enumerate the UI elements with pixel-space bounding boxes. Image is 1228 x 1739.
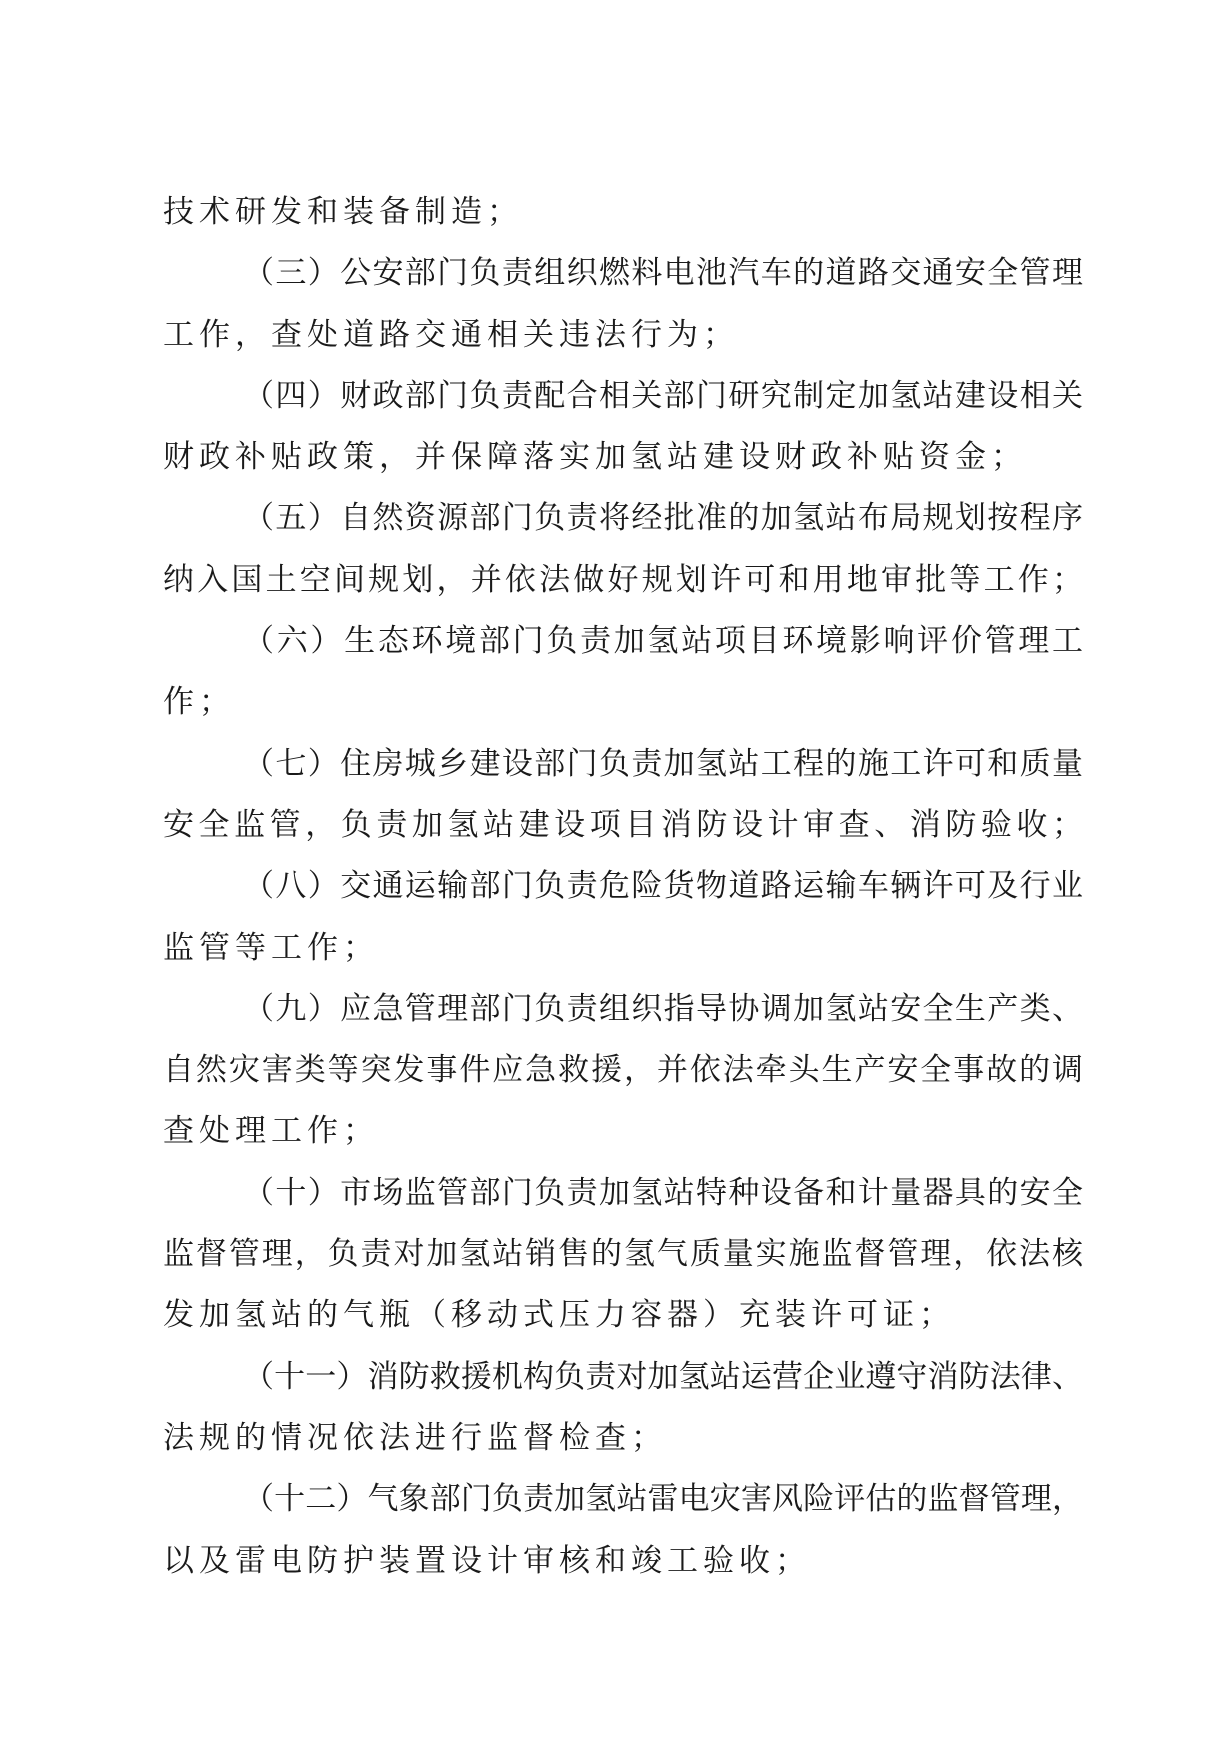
text-line: 安全监管，负责加氢站建设项目消防设计审查、消防验收； [163,806,1083,843]
text-line: 以及雷电防护装置设计审核和竣工验收； [163,1542,811,1579]
text-line: 纳入国土空间规划，并依法做好规划许可和用地审批等工作； [163,561,1083,598]
text-line: （三）公安部门负责组织燃料电池汽车的道路交通安全管理 [243,255,1083,292]
text-line: （九）应急管理部门负责组织指导协调加氢站安全生产类、 [243,990,1083,1027]
text-line: 自然灾害类等突发事件应急救援，并依法牵头生产安全事故的调 [163,1052,1083,1089]
text-line: 发加氢站的气瓶（移动式压力容器）充装许可证； [163,1297,955,1334]
text-line: 技术研发和装备制造； [163,194,523,230]
text-line: 工作，查处道路交通相关违法行为； [163,316,739,353]
text-line: （八）交通运输部门负责危险货物道路运输车辆许可及行业 [243,868,1083,905]
text-line: （十二）气象部门负责加氢站雷电灾害风险评估的监督管理， [243,1481,1083,1518]
text-line: 监管等工作； [163,929,379,966]
text-line: 作； [163,684,235,721]
text-line: （五）自然资源部门负责将经批准的加氢站布局规划按程序 [243,500,1083,537]
text-line: （四）财政部门负责配合相关部门研究制定加氢站建设相关 [243,377,1083,414]
text-line: （七）住房城乡建设部门负责加氢站工程的施工许可和质量 [243,745,1083,782]
text-line: 监督管理，负责对加氢站销售的氢气质量实施监督管理，依法核 [163,1236,1083,1273]
text-line: 法规的情况依法进行监督检查； [163,1419,667,1456]
text-line: 财政补贴政策，并保障落实加氢站建设财政补贴资金； [163,439,1027,476]
text-line: （十）市场监管部门负责加氢站特种设备和计量器具的安全 [243,1174,1083,1211]
text-line: 查处理工作； [163,1113,379,1150]
text-line: （六）生态环境部门负责加氢站项目环境影响评价管理工 [243,623,1083,660]
body-text [163,182,1083,1592]
text-line: （十一）消防救援机构负责对加氢站运营企业遵守消防法律、 [243,1358,1083,1395]
